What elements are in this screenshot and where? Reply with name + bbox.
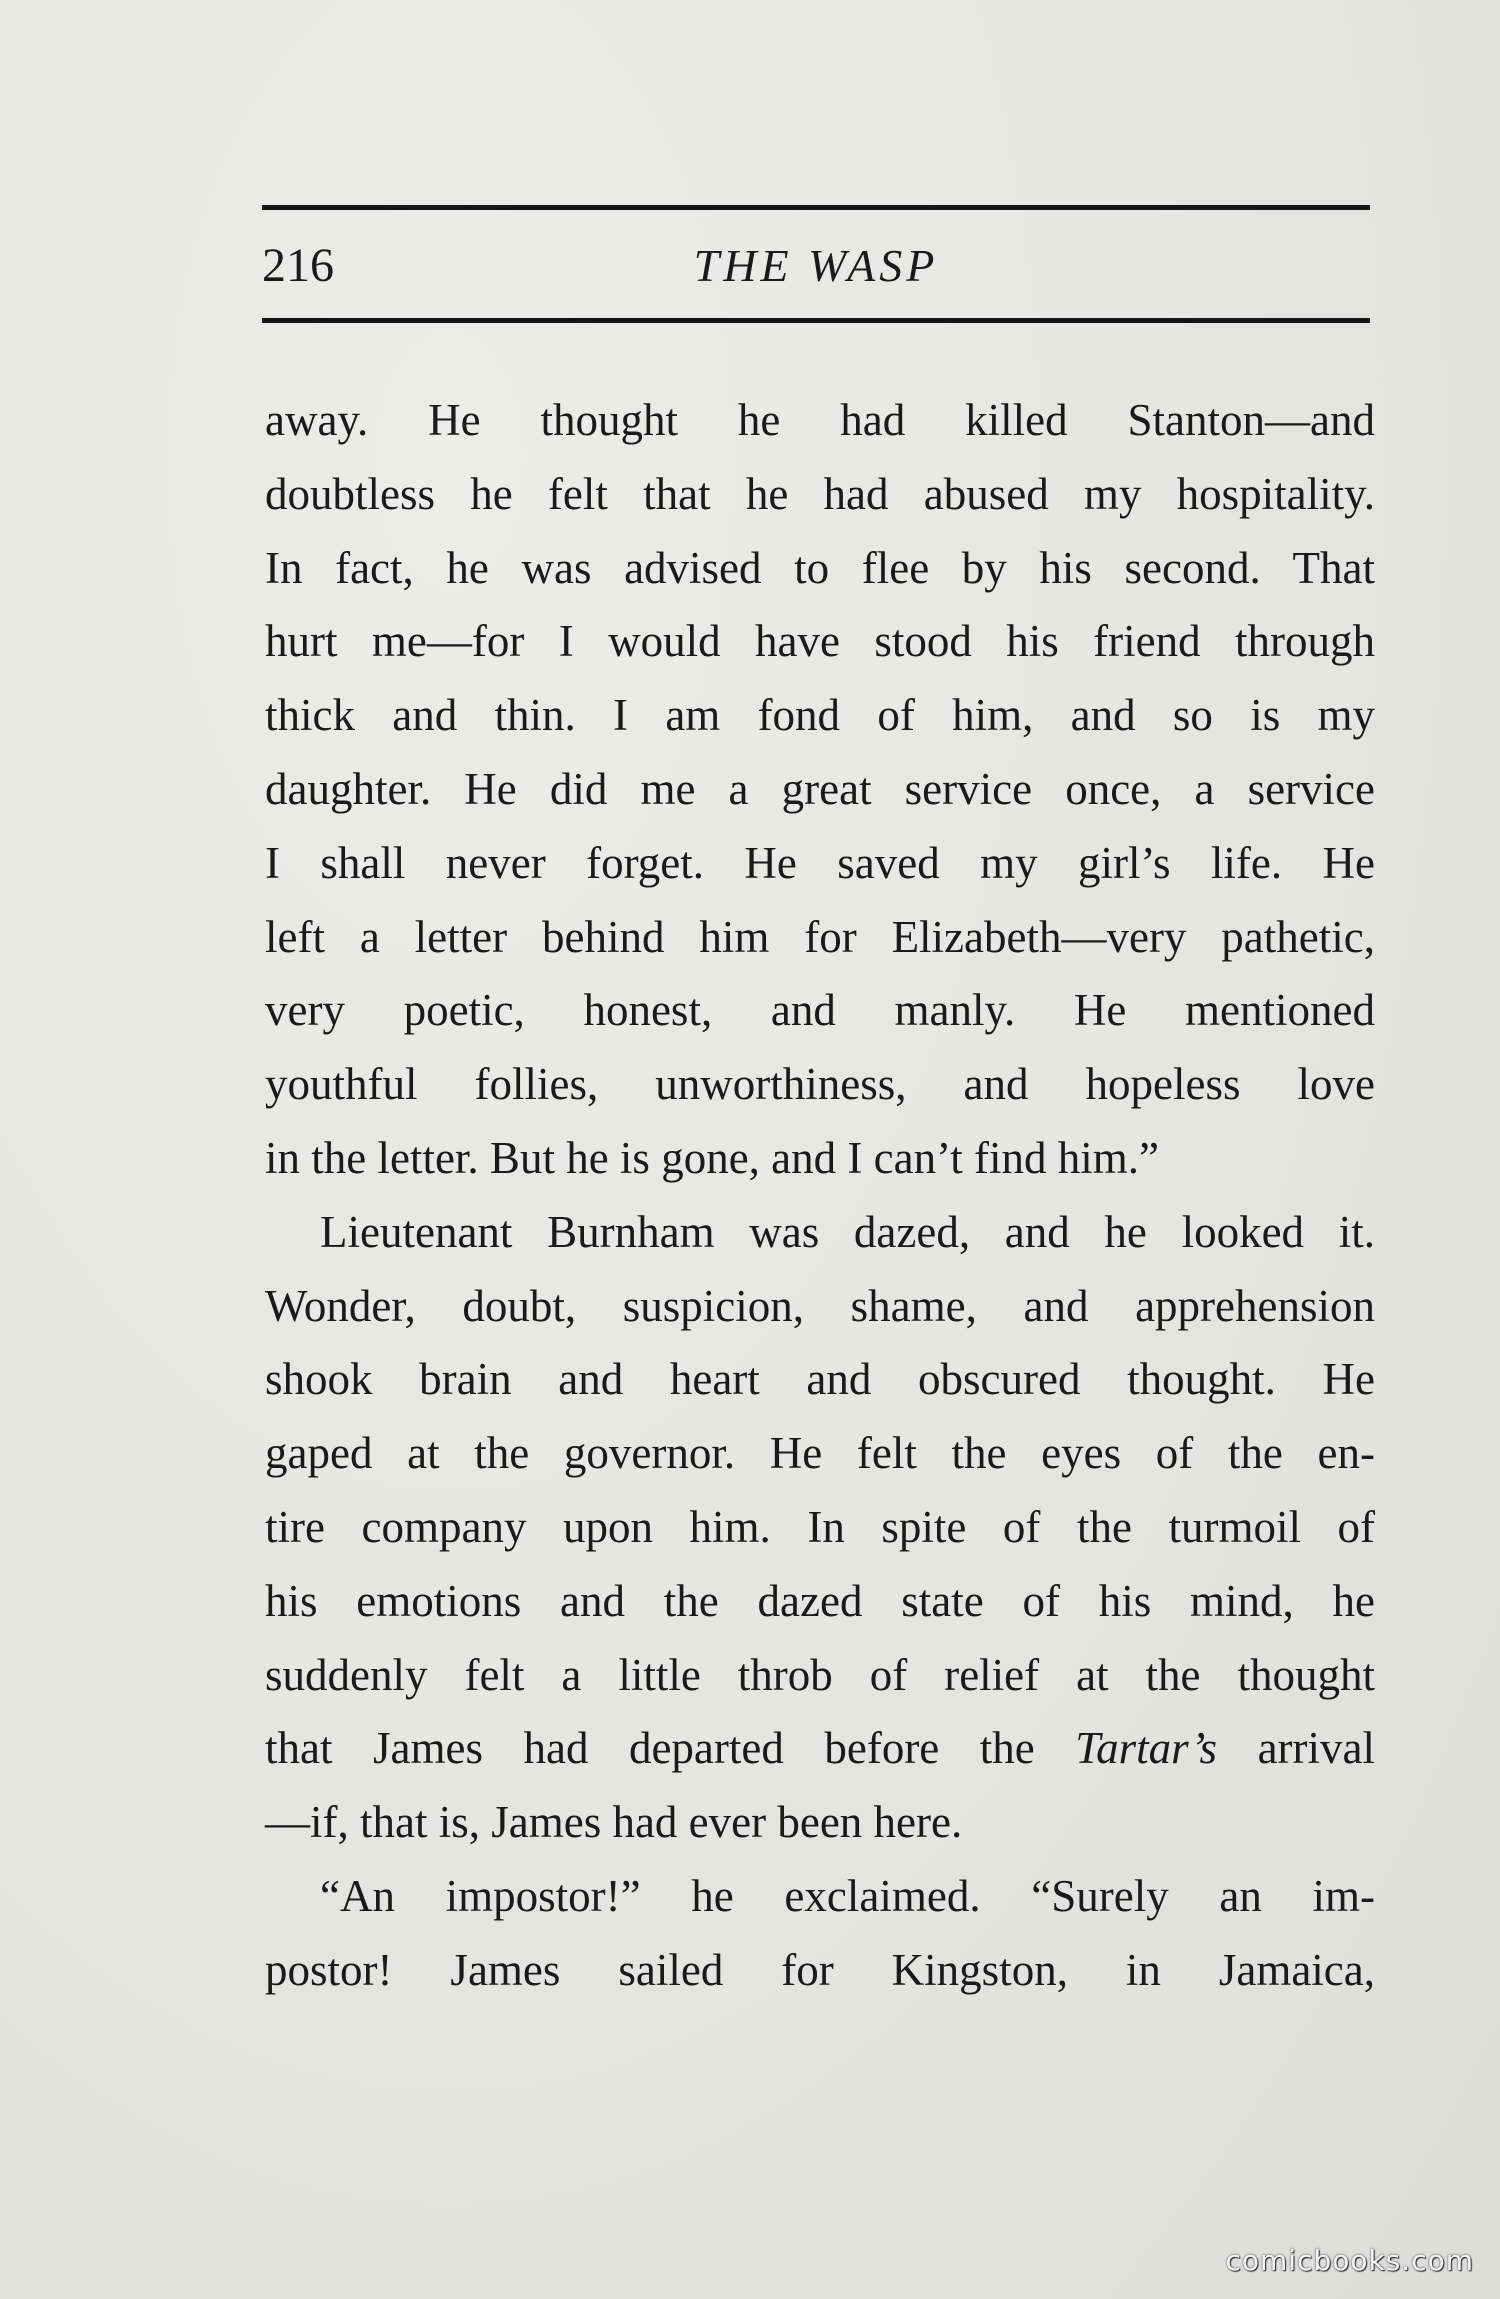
text-line: tire company upon him. In spite of the turmoil of: [265, 1501, 1375, 1552]
text-line: youthful follies, unworthiness, and hopeless love: [265, 1059, 1375, 1110]
text-line: in the letter. But he is gone, and I can’t find him.”: [265, 1132, 1159, 1183]
header-top-rule: [262, 205, 1370, 210]
text-line: gaped at the governor. He felt the eyes of the en-: [265, 1428, 1375, 1479]
book-title: THE WASP: [693, 240, 939, 291]
text-line: postor! James sailed for Kingston, in Jamaica,: [265, 1944, 1375, 1995]
body-text: [265, 384, 1375, 2008]
text-line: Wonder, doubt, suspicion, shame, and apprehension: [265, 1280, 1375, 1331]
header-bottom-rule: [262, 318, 1370, 323]
text-line: I shall never forget. He saved my girl’s life. He: [265, 837, 1375, 888]
text-line: —if, that is, James had ever been here.: [265, 1797, 963, 1848]
text-line: that James had departed before the Tartar’s arrival: [265, 1723, 1375, 1774]
text-line: hurt me—for I would have stood his friend through: [265, 616, 1375, 667]
text-line: thick and thin. I am fond of him, and so is my: [265, 690, 1375, 741]
text-line: away. He thought he had killed Stanton—and: [265, 395, 1375, 445]
text-line: left a letter behind him for Elizabeth—very pathetic,: [265, 911, 1375, 962]
running-head: [262, 236, 1370, 296]
text-line: daughter. He did me a great service once, a service: [265, 763, 1375, 814]
text-line: Lieutenant Burnham was dazed, and he looked it.: [320, 1206, 1375, 1257]
text-line: very poetic, honest, and manly. He mentioned: [265, 985, 1375, 1036]
text-line: In fact, he was advised to flee by his second. That: [265, 542, 1375, 593]
ship-name: Tartar’s: [1075, 1723, 1218, 1774]
text-line: his emotions and the dazed state of his mind, he: [265, 1575, 1375, 1626]
text-line: “An impostor!” he exclaimed. “Surely an im-: [320, 1870, 1375, 1921]
page-number: 216: [262, 239, 334, 292]
text-line: shook brain and heart and obscured thought. He: [265, 1354, 1375, 1405]
watermark: comicbooks.com: [1225, 2244, 1474, 2277]
text-line: doubtless he felt that he had abused my hospitality.: [265, 468, 1375, 519]
text-line: suddenly felt a little throb of relief at the thought: [265, 1649, 1375, 1700]
